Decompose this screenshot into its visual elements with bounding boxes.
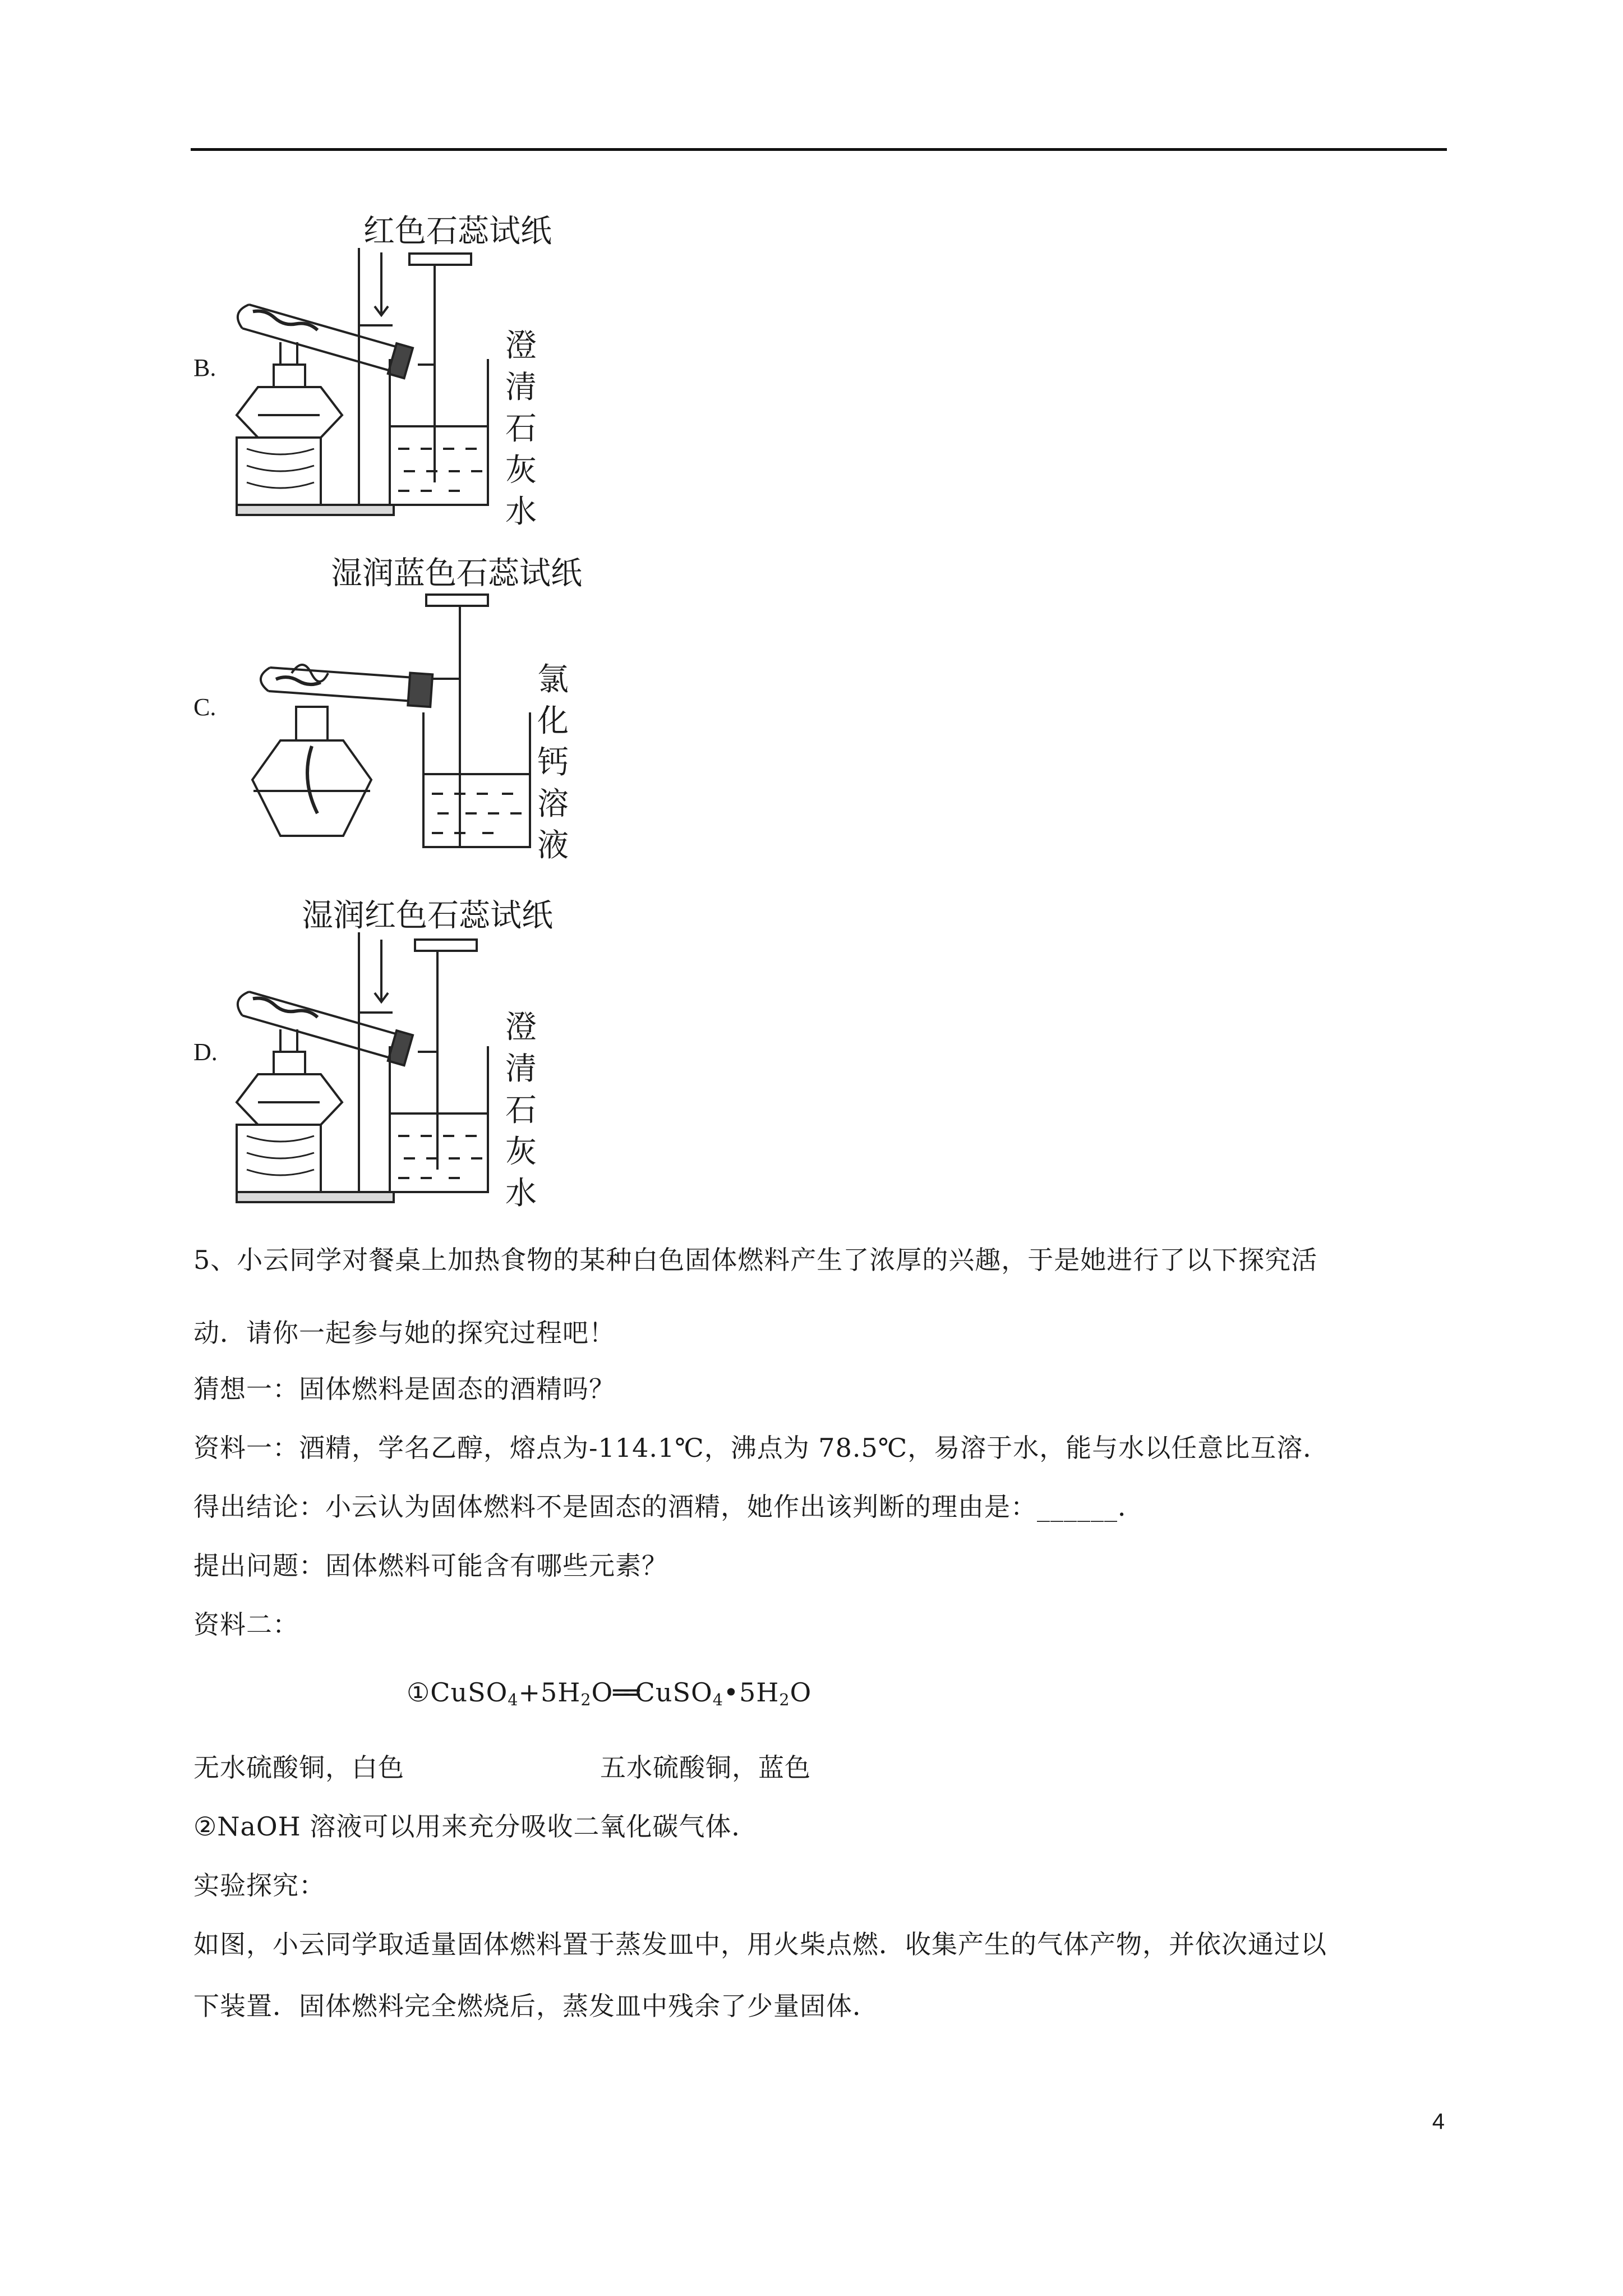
- hypothesis-line: 猜想一：固体燃料是固态的酒精吗？: [193, 1374, 615, 1404]
- conclusion-line: 得出结论：小云认为固体燃料不是固态的酒精，她作出该判断的理由是：______．: [193, 1492, 1144, 1522]
- apparatus-b-liquid-label: 澄清石灰水: [505, 328, 537, 530]
- eq-sub: 4: [508, 1691, 519, 1710]
- pentahydrate-label: 五水硫酸铜，蓝色: [600, 1752, 811, 1783]
- apparatus-d-liquid-label: 澄清石灰水: [505, 1009, 537, 1212]
- apparatus-c-liquid-label: 氯化钙溶液: [537, 661, 569, 864]
- anhydrous-label: 无水硫酸铜，白色: [193, 1752, 404, 1783]
- experiment-line-1: 如图，小云同学取适量固体燃料置于蒸发皿中，用火柴点燃．收集产生的气体产物，并依次通过以: [193, 1929, 1327, 1959]
- eq-sub: 2: [779, 1691, 790, 1710]
- test-tube: [234, 986, 413, 1065]
- header-rule: [191, 148, 1447, 151]
- naoh-note-line: ②NaOH 溶液可以用来充分吸收二氧化碳气体．: [193, 1811, 758, 1842]
- option-c-letter: C.: [193, 693, 216, 721]
- apparatus-c-paper-label: 湿润蓝色石蕊试纸: [331, 555, 582, 592]
- apparatus-d-figure: [224, 886, 583, 1212]
- apparatus-b-paper-label: 红色石蕊试纸: [363, 213, 552, 250]
- page-number: 4: [1432, 2109, 1445, 2134]
- apparatus-c-figure: [224, 544, 583, 864]
- material-one-line: 资料一：酒精，学名乙醇，熔点为-114.1℃，沸点为 78.5℃，易溶于水，能与水以任意比互溶．: [193, 1433, 1330, 1463]
- eq-circle: ①: [407, 1677, 431, 1708]
- option-b-letter: B.: [193, 354, 216, 381]
- eq-part: +5H: [518, 1677, 581, 1708]
- question-line-2: 动．请你一起参与她的探究过程吧！: [193, 1318, 615, 1348]
- option-d-letter: D.: [193, 1038, 218, 1066]
- apparatus-b-figure: [224, 202, 583, 530]
- eq-part: O: [591, 1677, 614, 1708]
- test-tube: [260, 662, 432, 707]
- eq-sub: 4: [712, 1691, 723, 1710]
- eq-part: CuSO: [430, 1677, 508, 1708]
- test-tube: [234, 299, 413, 378]
- chemical-equation: [407, 1677, 811, 1709]
- eq-equals: ══: [613, 1677, 635, 1708]
- eq-part: •5H: [723, 1677, 780, 1708]
- experiment-heading: 实验探究：: [193, 1870, 325, 1901]
- material-two-line: 资料二：: [193, 1609, 299, 1640]
- apparatus-d-paper-label: 湿润红色石蕊试纸: [302, 898, 553, 934]
- question-prompt-line: 提出问题：固体燃料可能含有哪些元素？: [193, 1550, 668, 1581]
- litmus-paper: [409, 254, 471, 265]
- eq-sub: 2: [580, 1691, 592, 1710]
- litmus-paper: [415, 940, 477, 951]
- experiment-line-2: 下装置．固体燃料完全燃烧后，蒸发皿中残余了少量固体．: [193, 1991, 879, 2021]
- litmus-paper: [426, 595, 488, 606]
- question-line-1: 5、小云同学对餐桌上加热食物的某种白色固体燃料产生了浓厚的兴趣，于是她进行了以下探究活: [193, 1245, 1318, 1275]
- eq-part: O: [790, 1677, 812, 1708]
- eq-part: CuSO: [635, 1677, 713, 1708]
